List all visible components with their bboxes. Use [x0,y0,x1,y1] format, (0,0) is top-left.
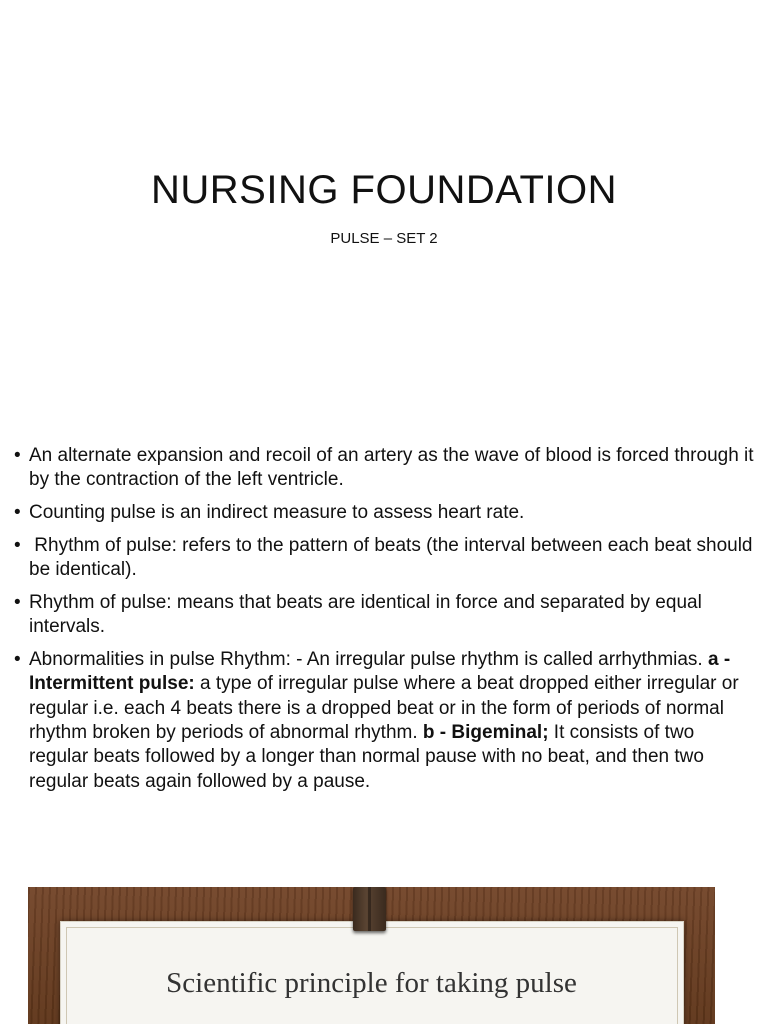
slide3-title: Scientific principle for taking pulse [166,967,577,999]
bullet-item [14,534,758,583]
bold-term-intermittent: a - Intermittent pulse: [29,649,731,695]
slide-subtitle: PULSE – SET 2 [330,230,438,247]
title-slide [0,0,768,432]
bold-term-bigeminal: b - Bigeminal; [422,721,549,743]
bullet-dot: • [14,502,21,524]
content-slide [0,440,768,860]
bullet-item [14,648,754,794]
bullet-text-part: It consists of two regular beats followed by a longer than normal pause with no beat, and then two regular beats again followed by a pause. [29,721,704,792]
bullet-text: An alternate expansion and recoil of an artery as the wave of blood is forced through it by the contraction of the left ventricle. [29,445,754,491]
bullet-list [14,444,758,802]
bullet-text: Counting pulse is an indirect measure to assess heart rate. [29,502,525,524]
wood-slide [28,887,715,1024]
clip-groove [368,887,371,931]
bullet-text: Rhythm of pulse: refers to the pattern of beats (the interval between each beat should be identical). [29,534,758,581]
bullet-item [14,444,754,493]
bullet-dot: • [14,445,21,466]
bullet-item [14,591,754,640]
bullet-text: Rhythm of pulse: means that beats are identical in force and separated by equal intervals. [29,591,702,638]
slide-title: NURSING FOUNDATION [150,168,618,212]
bullet-dot: • [14,534,21,556]
bullet-dot: • [14,649,21,671]
bullet-dot: • [14,591,21,613]
bullet-item [14,501,754,525]
bullet-text-part: a type of irregular pulse where a beat dropped either irregular or regular i.e. each 4 beats there is a dropped beat or in the form of periods of normal rhythm broken by periods of abnormal rhythm. [29,673,739,743]
bullet-text-part: Abnormalities in pulse Rhythm: - An irregular pulse rhythm is called arrhythmias. [29,649,708,671]
